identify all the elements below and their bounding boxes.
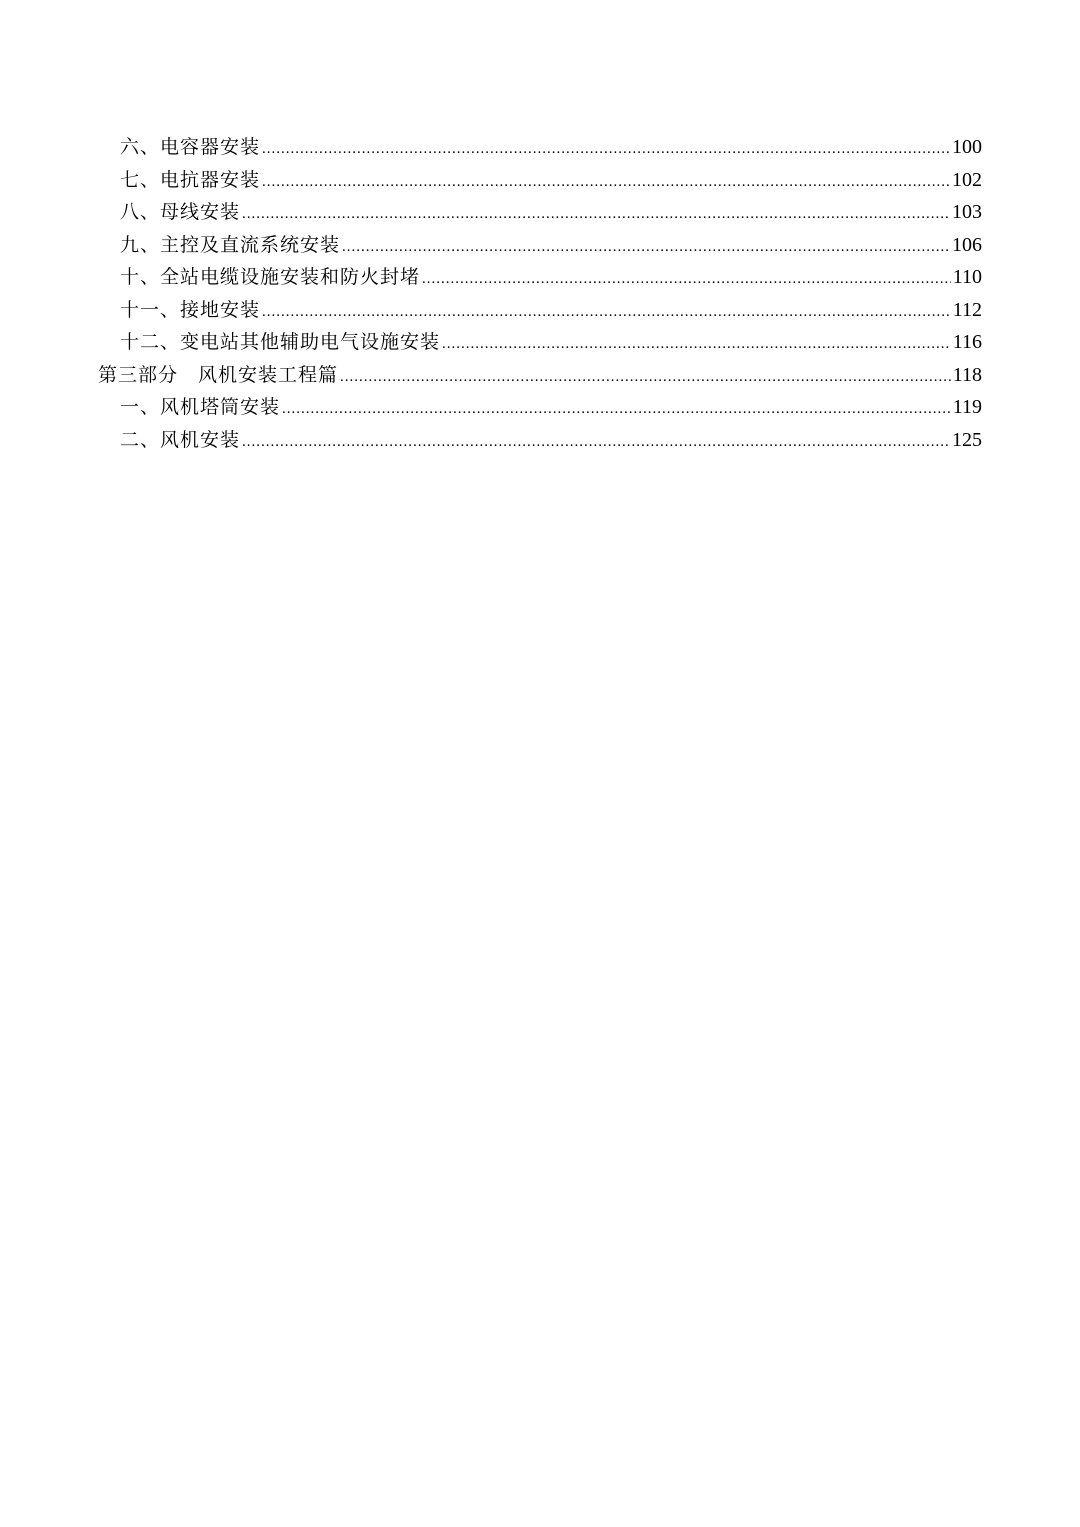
- toc-entry[interactable]: [98, 294, 982, 327]
- toc-leader-dots: [342, 231, 950, 264]
- toc-leader-dots: [422, 263, 951, 296]
- toc-entry-page: 125: [952, 428, 982, 451]
- toc-entry-title: 二、风机安装: [120, 428, 241, 451]
- toc-leader-dots: [262, 296, 951, 329]
- toc-entry-title: 十一、接地安装: [120, 298, 261, 321]
- toc-entry[interactable]: [98, 424, 982, 457]
- toc-leader-dots: [242, 426, 950, 459]
- toc-entry[interactable]: [98, 391, 982, 424]
- toc-part-entry[interactable]: [98, 359, 982, 392]
- toc-leader-dots: [262, 166, 950, 199]
- toc-entry-page: 119: [952, 396, 982, 418]
- toc-entry-page: 100: [952, 136, 982, 158]
- toc-entry-page: 103: [952, 201, 982, 223]
- toc-entry[interactable]: [98, 196, 982, 229]
- toc-entry-title: 十、全站电缆设施安装和防火封堵: [120, 266, 421, 288]
- toc-entry-title: 一、风机塔筒安装: [120, 396, 281, 418]
- toc-entry-page: 112: [952, 298, 982, 321]
- toc-entry-title: 第三部分 风机安装工程篇: [98, 363, 339, 386]
- toc-entry-title: 七、电抗器安装: [120, 168, 261, 191]
- toc-entry-title: 九、主控及直流系统安装: [120, 233, 341, 256]
- toc-leader-dots: [340, 361, 951, 394]
- toc-entry-title: 八、母线安装: [120, 201, 241, 223]
- toc-entry[interactable]: [98, 164, 982, 197]
- toc-leader-dots: [442, 328, 951, 361]
- toc-entry[interactable]: [98, 326, 982, 359]
- toc-leader-dots: [262, 133, 950, 166]
- toc-entry[interactable]: [98, 229, 982, 262]
- table-of-contents: [98, 131, 982, 456]
- toc-entry-title: 六、电容器安装: [120, 136, 261, 158]
- toc-entry-page: 116: [952, 331, 982, 353]
- toc-leader-dots: [242, 198, 950, 231]
- toc-entry-title: 十二、变电站其他辅助电气设施安装: [120, 331, 441, 353]
- toc-entry-page: 106: [952, 233, 982, 256]
- toc-entry-page: 118: [952, 363, 982, 386]
- toc-entry-page: 102: [952, 168, 982, 191]
- toc-leader-dots: [282, 393, 951, 426]
- toc-entry[interactable]: [98, 131, 982, 164]
- toc-entry[interactable]: [98, 261, 982, 294]
- toc-entry-page: 110: [952, 266, 982, 288]
